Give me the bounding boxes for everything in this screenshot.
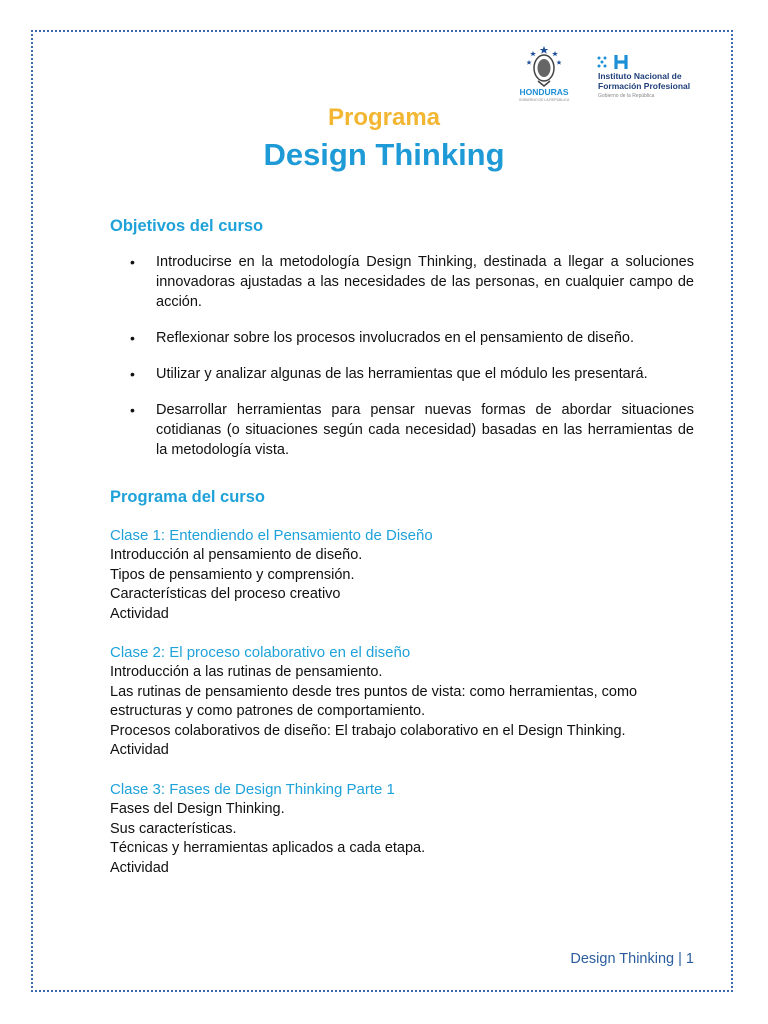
- objectives-heading: Objetivos del curso: [110, 217, 264, 235]
- honduras-coat-of-arms-icon: [518, 44, 570, 88]
- objective-item: [110, 328, 694, 348]
- class-topic: Técnicas y herramientas aplicados a cada etapa.: [110, 840, 426, 856]
- objective-item: [110, 400, 694, 460]
- class-topic: Actividad: [110, 605, 169, 622]
- class-title: Clase 2: El proceso colaborativo en el diseño: [110, 644, 411, 661]
- class-topic: Las rutinas de pensamiento desde tres puntos de vista: como herramientas, como estructuras y como patrones de comportamiento.: [110, 683, 638, 719]
- objective-text: Introducirse en la metodología Design Thinking, destinada a llegar a soluciones innovadoras ajustadas a las necesidades de las personas, en cualquier campo de acción.: [156, 254, 694, 310]
- honduras-logo-subtitle: GOBIERNO DE LA REPÚBLICA: [518, 98, 570, 102]
- objectives-list: [110, 252, 694, 476]
- objective-item: [110, 252, 694, 312]
- infop-logo-line1: Instituto Nacional de: [598, 71, 682, 81]
- program-heading: Programa del curso: [110, 488, 265, 506]
- class-section-2: [110, 643, 685, 761]
- bullet-icon: •: [130, 366, 135, 382]
- infop-logo-subtitle: Gobierno de la República: [598, 93, 655, 99]
- infop-logo: [596, 54, 726, 99]
- class-topic: Características del proceso creativo: [110, 586, 341, 602]
- objective-text: Desarrollar herramientas para pensar nuevas formas de abordar situaciones cotidianas (o situaciones según cada necesidad) basadas en las herramientas de la metodología vista.: [156, 402, 694, 458]
- bullet-icon: •: [130, 330, 135, 346]
- class-section-3: [110, 780, 710, 878]
- class-topic: Actividad: [110, 859, 169, 876]
- class-topic: Sus características.: [110, 820, 237, 837]
- page-title: Design Thinking: [263, 137, 505, 172]
- program-label: Programa: [327, 104, 441, 131]
- honduras-logo: [518, 44, 570, 104]
- header-logos: [518, 44, 718, 104]
- class-topic: Procesos colaborativos de diseño: El trabajo colaborativo en el Design Thinking.: [110, 722, 626, 739]
- objective-text: Utilizar y analizar algunas de las herramientas que el módulo les presentará.: [156, 366, 648, 382]
- infop-logo-text: [598, 71, 690, 101]
- class-topic: Actividad: [110, 742, 169, 758]
- objective-item: [110, 364, 694, 384]
- class-title: Clase 3: Fases de Design Thinking Parte 1: [110, 781, 395, 798]
- infop-h-icon: [596, 54, 646, 70]
- honduras-logo-name: HONDURAS: [519, 87, 569, 97]
- class-topic: Tipos de pensamiento y comprensión.: [110, 566, 355, 583]
- class-title: Clase 1: Entendiendo el Pensamiento de Diseño: [110, 527, 433, 544]
- objective-text: Reflexionar sobre los procesos involucrados en el pensamiento de diseño.: [156, 330, 634, 346]
- class-topic: Introducción al pensamiento de diseño.: [110, 547, 363, 563]
- class-topic: Introducción a las rutinas de pensamiento.: [110, 664, 383, 680]
- page-footer: Design Thinking | 1: [570, 951, 694, 967]
- class-topic: Fases del Design Thinking.: [110, 801, 285, 817]
- infop-logo-line2: Formación Profesional: [598, 81, 691, 91]
- class-section-1: [110, 526, 710, 624]
- bullet-icon: •: [130, 402, 135, 418]
- bullet-icon: •: [130, 254, 135, 270]
